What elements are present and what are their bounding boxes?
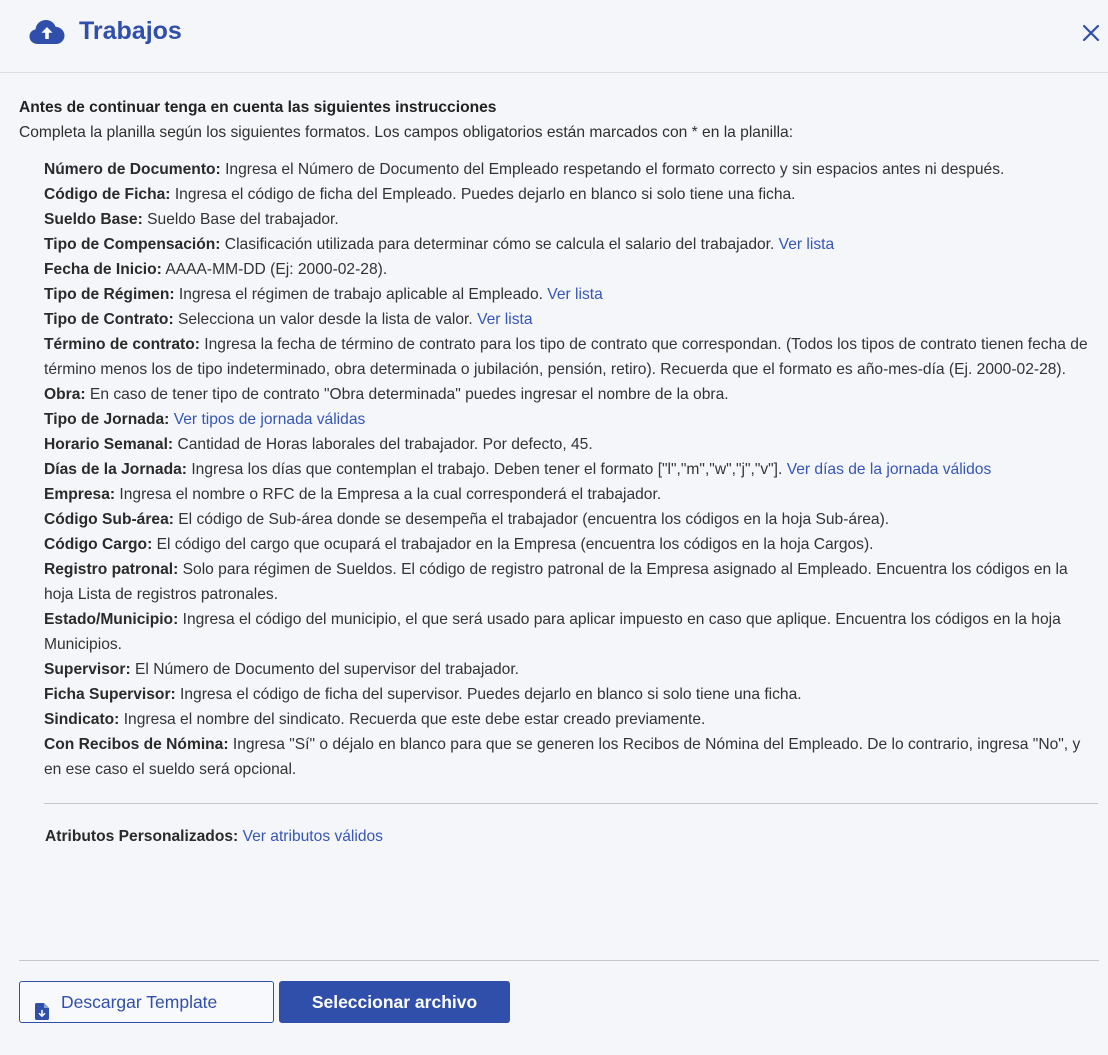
ver-lista-contrato-link[interactable]: Ver lista bbox=[477, 311, 533, 328]
field-label: Sindicato: bbox=[44, 711, 120, 728]
cloud-upload-icon bbox=[29, 19, 65, 45]
field-description: AAAA-MM-DD (Ej: 2000-02-28). bbox=[161, 261, 388, 278]
field-label: Estado/Municipio: bbox=[44, 611, 179, 628]
field-label: Tipo de Compensación: bbox=[44, 236, 221, 253]
file-download-icon bbox=[35, 994, 49, 1011]
field-item-sindicato bbox=[44, 707, 1089, 732]
field-description: Ingresa el régimen de trabajo aplicable al Empleado. bbox=[174, 286, 548, 303]
field-label: Empresa: bbox=[44, 486, 116, 503]
modal-header bbox=[0, 0, 1108, 73]
field-item-termino-contrato bbox=[44, 332, 1089, 382]
field-item-codigo-ficha bbox=[44, 182, 1089, 207]
field-description: Ingresa el código de ficha del Empleado. Puedes dejarlo en blanco si solo tiene una ficha. bbox=[170, 186, 796, 203]
field-description: Cantidad de Horas laborales del trabajador. Por defecto, 45. bbox=[173, 436, 593, 453]
download-template-label: Descargar Template bbox=[61, 992, 218, 1012]
field-item-obra bbox=[44, 382, 1089, 407]
field-description: Ingresa el código del municipio, el que será usado para aplicar impuesto en caso que aplique. Encuentra los códigos en la hoja Municipios. bbox=[44, 611, 1061, 653]
field-item-registro-patronal bbox=[44, 557, 1089, 607]
ver-lista-compensacion-link[interactable]: Ver lista bbox=[778, 236, 835, 253]
field-description: El código del cargo que ocupará el trabajador en la Empresa (encuentra los códigos en la hoja Cargos). bbox=[152, 536, 874, 553]
custom-attributes-label: Atributos Personalizados: bbox=[45, 828, 239, 845]
field-description: Sueldo Base del trabajador. bbox=[142, 211, 339, 228]
field-item-horario-semanal bbox=[44, 432, 1089, 457]
field-description: Ingresa "Sí" o déjalo en blanco para que se generen los Recibos de Nómina del Empleado. De lo contrario, ingresa "No", y en ese caso el sueldo será opcional. bbox=[44, 736, 1081, 778]
field-description: Clasificación utilizada para determinar cómo se calcula el salario del trabajador. bbox=[220, 236, 779, 253]
field-item-tipo-jornada bbox=[44, 407, 1089, 432]
field-item-codigo-cargo bbox=[44, 532, 1089, 557]
field-label: Tipo de Jornada: bbox=[44, 411, 170, 428]
modal-title: Trabajos bbox=[79, 17, 182, 45]
field-item-codigo-subarea bbox=[44, 507, 1089, 532]
field-description: Selecciona un valor desde la lista de valor. bbox=[173, 311, 478, 328]
ver-atributos-link[interactable]: Ver atributos válidos bbox=[242, 828, 383, 845]
field-item-tipo-regimen bbox=[44, 282, 1089, 307]
instructions-description: Completa la planilla según los siguientes formatos. Los campos obligatorios están marcados con * en la planilla: bbox=[19, 124, 794, 141]
section-divider bbox=[44, 803, 1098, 804]
field-item-ficha-supervisor bbox=[44, 682, 1089, 707]
field-label: Código Cargo: bbox=[44, 536, 153, 553]
custom-attributes-row bbox=[45, 824, 1099, 849]
ver-dias-jornada-link[interactable]: Ver días de la jornada válidos bbox=[786, 461, 992, 478]
field-label: Ficha Supervisor: bbox=[44, 686, 176, 703]
field-label: Registro patronal: bbox=[44, 561, 179, 578]
field-description: El código de Sub-área donde se desempeña el trabajador (encuentra los códigos en la hoja Sub-área). bbox=[173, 511, 890, 528]
field-item-tipo-contrato bbox=[44, 307, 1089, 332]
field-item-dias-jornada bbox=[44, 457, 1089, 482]
ver-lista-regimen-link[interactable]: Ver lista bbox=[547, 286, 603, 303]
field-item-estado-municipio bbox=[44, 607, 1089, 657]
field-label: Sueldo Base: bbox=[44, 211, 143, 228]
field-item-fecha-inicio bbox=[44, 257, 1089, 282]
select-file-label: Seleccionar archivo bbox=[311, 992, 478, 1012]
field-item-numero-documento bbox=[44, 157, 1089, 182]
field-label: Fecha de Inicio: bbox=[44, 261, 162, 278]
instructions-panel bbox=[19, 95, 1099, 849]
field-label: Días de la Jornada: bbox=[44, 461, 187, 478]
field-description: Ingresa el código de ficha del supervisor. Puedes dejarlo en blanco si solo tiene una ficha. bbox=[175, 686, 802, 703]
field-label: Con Recibos de Nómina: bbox=[44, 736, 229, 753]
field-label: Código Sub-área: bbox=[44, 511, 174, 528]
field-item-empresa bbox=[44, 482, 1089, 507]
field-description: Ingresa el Número de Documento del Empleado respetando el formato correcto y sin espacios antes ni después. bbox=[220, 161, 1005, 178]
field-description: Ingresa los días que contemplan el trabajo. Deben tener el formato ["l","m","w","j","v"]. bbox=[187, 461, 787, 478]
field-description: Ingresa el nombre o RFC de la Empresa a la cual corresponderá el trabajador. bbox=[115, 486, 662, 503]
footer-divider bbox=[19, 960, 1099, 961]
field-description: Ingresa el nombre del sindicato. Recuerda que este debe estar creado previamente. bbox=[119, 711, 706, 728]
field-item-recibos-nomina bbox=[44, 732, 1089, 782]
field-label: Tipo de Régimen: bbox=[44, 286, 175, 303]
field-label: Horario Semanal: bbox=[44, 436, 174, 453]
field-label: Código de Ficha: bbox=[44, 186, 171, 203]
ver-tipos-jornada-link[interactable]: Ver tipos de jornada válidas bbox=[173, 411, 366, 428]
select-file-button[interactable] bbox=[279, 981, 510, 1023]
close-icon[interactable] bbox=[1080, 22, 1102, 44]
download-template-button[interactable] bbox=[19, 981, 274, 1023]
field-format-list bbox=[44, 157, 1089, 782]
field-label: Número de Documento: bbox=[44, 161, 221, 178]
field-description: El Número de Documento del supervisor del trabajador. bbox=[130, 661, 519, 678]
field-description: Solo para régimen de Sueldos. El código de registro patronal de la Empresa asignado al Empleado. Encuentra los códigos en la hoja Lista de registros patronales. bbox=[44, 561, 1068, 603]
field-item-supervisor bbox=[44, 657, 1089, 682]
field-item-sueldo-base bbox=[44, 207, 1089, 232]
field-description: En caso de tener tipo de contrato "Obra determinada" puedes ingresar el nombre de la obra. bbox=[85, 386, 729, 403]
field-item-tipo-compensacion bbox=[44, 232, 1089, 257]
field-label: Obra: bbox=[44, 386, 86, 403]
field-description: Ingresa la fecha de término de contrato para los tipo de contrato que correspondan. (Todos los tipos de contrato tienen fecha de término menos los de tipo indeterminado, obra determinada o jubilación, pensión, retiro). Recuerda que el formato es año-mes-día (Ej. 2000-02-28). bbox=[44, 336, 1088, 378]
field-label: Supervisor: bbox=[44, 661, 131, 678]
field-label: Tipo de Contrato: bbox=[44, 311, 174, 328]
instructions-title: Antes de continuar tenga en cuenta las siguientes instrucciones bbox=[19, 99, 497, 116]
field-label: Término de contrato: bbox=[44, 336, 200, 353]
